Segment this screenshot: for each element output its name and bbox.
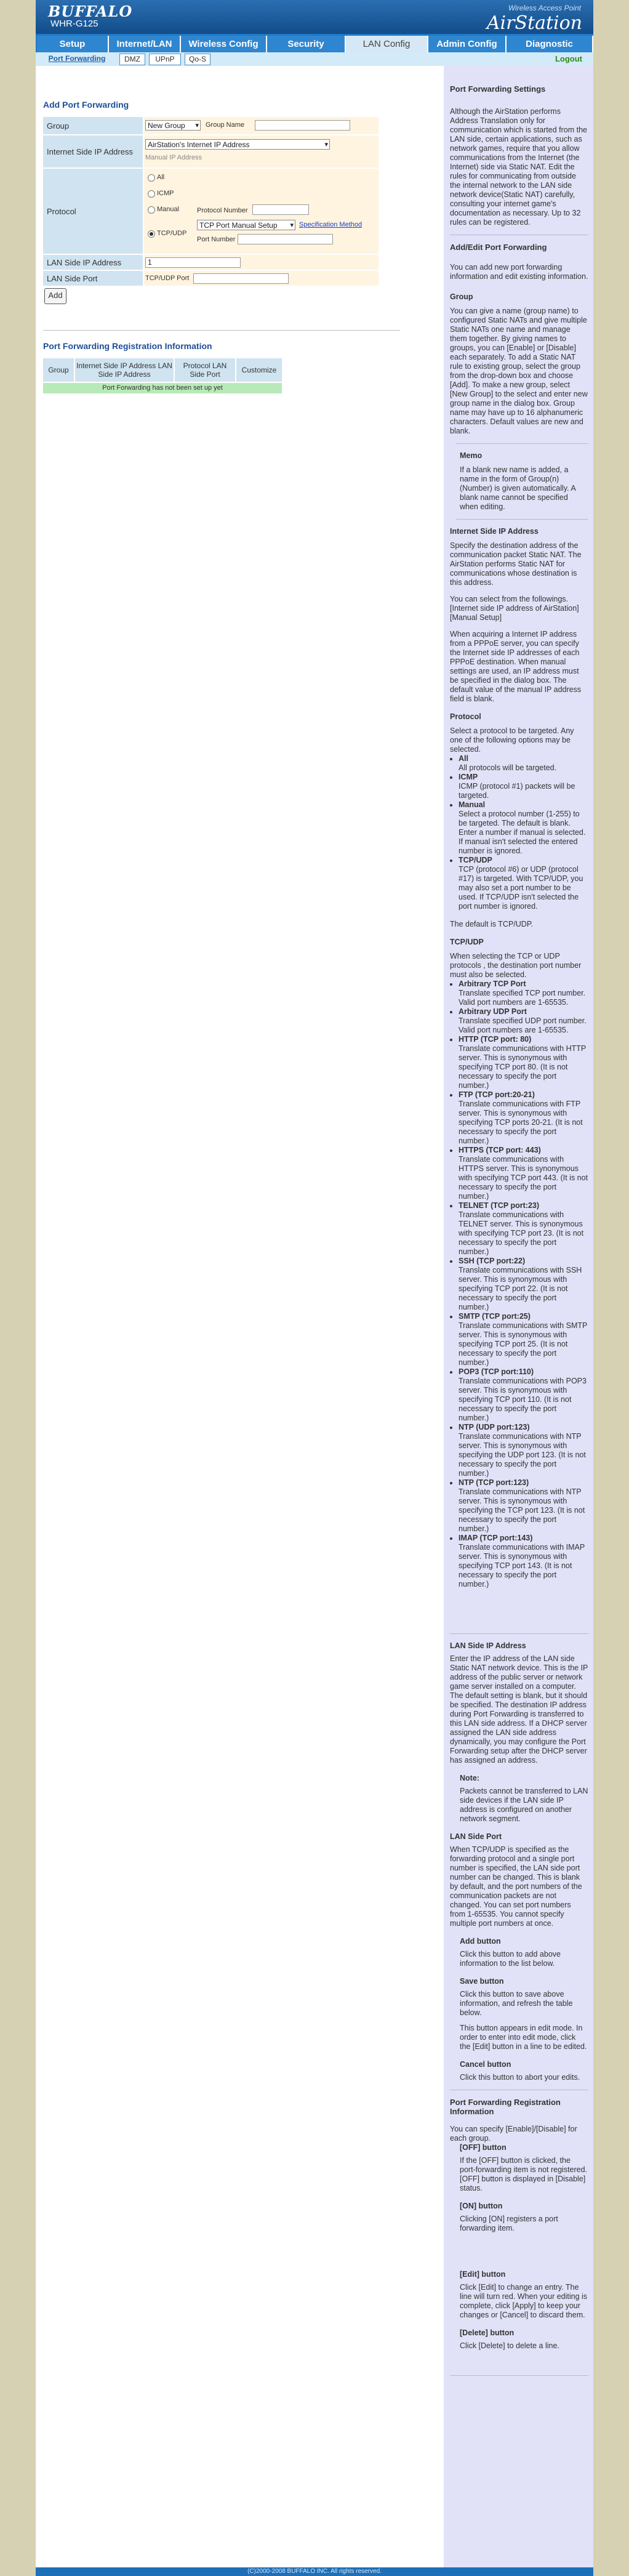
help-reg-text: You can specify [Enable]/[Disable] for each group. [450, 2125, 577, 2143]
help-proto-list: • All All protocols will be targeted. • ICMP ICMP (protocol #1) packets will be targeted. • Manual Select a protocol number (1-255) to be targeted. The default is blank. Enter a number if manual is selected. If manual isn't selected the entered number is ignored. • TCP/UDP TCP (protocol #6) or UDP (protocol #17) is targeted. With TCP/UDP, you may also set a port number to be used. If TCP/UDP isn't selected the port number is ignored. [459, 754, 588, 911]
help-delete-text: Click [Delete] to delete a line. [460, 2341, 559, 2350]
help-edit-title: [Edit] button [460, 2270, 506, 2279]
tab-wireless-config[interactable]: Wireless Config [181, 36, 267, 52]
help-tcpudp-title: TCP/UDP [450, 938, 484, 946]
col-customize: Customize [236, 358, 282, 382]
help-reg-title: Port Forwarding Registration Information [450, 2098, 561, 2116]
help-delete-title: [Delete] button [460, 2328, 515, 2337]
lan-ip-label: LAN Side IP Address [43, 255, 143, 270]
lan-port-row [43, 271, 379, 286]
tab-security[interactable]: Security [267, 36, 346, 52]
help-add-edit-title: Add/Edit Port Forwarding [450, 243, 547, 252]
group-name-input[interactable] [255, 120, 350, 131]
help-panel [444, 66, 593, 2576]
tab-setup[interactable]: Setup [37, 36, 109, 52]
help-off-text: If the [OFF] button is clicked, the port-forwarding item is not registered. [OFF] button is displayed in [Disable] status. [460, 2156, 588, 2192]
lan-ip-input[interactable]: 1 [145, 257, 241, 268]
reg-section-title: Port Forwarding Registration Information [43, 341, 212, 351]
logout-link[interactable]: Logout [555, 54, 582, 63]
protocol-all-radio[interactable] [148, 174, 155, 182]
help-settings-title: Port Forwarding Settings [450, 84, 546, 94]
subtab-port-forwarding[interactable]: Port Forwarding [48, 54, 106, 63]
protocol-icmp-radio[interactable] [148, 190, 155, 198]
protocol-manual-radio[interactable] [148, 206, 155, 214]
help-proto-title: Protocol [450, 712, 481, 721]
help-lanip-text: Enter the IP address of the LAN side Static NAT network device. This is the IP address of the public server or network game server installed on a computer. The default setting is blank, but it should be specified. The destination IP address during Port Forwarding is transferred to this LAN side address. If a DHCP server assigned the LAN side address dynamically, you may configure the Port Forwarding setup after the DHCP server has assigned an address. [450, 1654, 588, 1765]
lan-port-input[interactable] [193, 273, 289, 284]
help-on-text: Clicking [ON] registers a port forwarding item. [460, 2215, 558, 2232]
subtab-upnp[interactable]: UPnP [149, 54, 181, 65]
protocol-row [43, 169, 379, 254]
help-inet-title: Internet Side IP Address [450, 527, 539, 536]
manual-ip-hint: Manual IP Address [145, 154, 202, 161]
protocol-tcpudp-label: TCP/UDP [157, 230, 187, 237]
help-memo-text: If a blank new name is added, a name in the form of Group(n) (Number) is given automatically. A blank name cannot be specified when editing. [460, 465, 576, 511]
tcpudp-method-select[interactable]: TCP Port Manual Setup ▾ [197, 220, 295, 230]
group-row [43, 117, 379, 134]
help-proto-text: Select a protocol to be targeted. Any one of the following options may be selected. [450, 727, 574, 754]
divider [43, 330, 400, 331]
protocol-manual-label: Manual [157, 206, 180, 213]
protocol-tcpudp-radio[interactable] [148, 230, 155, 238]
tcpudp-port-label: TCP/UDP Port [145, 275, 190, 282]
help-addbtn-title: Add button [460, 1937, 501, 1946]
subtab-dmz[interactable]: DMZ [119, 54, 145, 65]
add-section-title: Add Port Forwarding [43, 100, 129, 110]
group-label: Group [43, 117, 143, 134]
spec-method-link[interactable]: Specification Method [299, 221, 363, 228]
port-number-label: Port Number [197, 236, 236, 243]
help-group-title: Group [450, 292, 473, 301]
help-lanport-title: LAN Side Port [450, 1832, 502, 1841]
lan-ip-row [43, 255, 379, 270]
model-name: WHR-G125 [50, 18, 98, 29]
tab-internet-lan[interactable]: Internet/LAN [109, 36, 181, 52]
help-cancelbtn-title: Cancel button [460, 2060, 511, 2069]
lan-port-label: LAN Side Port [43, 271, 143, 286]
help-note-text: Packets cannot be transferred to LAN side devices if the LAN side IP address is configured on another network segment. [460, 1787, 588, 1823]
header-bar [36, 0, 593, 34]
help-inet-text3: When acquiring a Internet IP address from a PPPoE server, you can specify the Internet side IP addresses of each PPPoE destination. When manual settings are used, an IP address must be specified in the dialog box. The default value of the manual IP address field is blank. [450, 630, 582, 703]
help-memo-title: Memo [460, 451, 483, 460]
airstation-brand: AirStation [486, 12, 582, 34]
col-ip-address: Internet Side IP Address LAN Side IP Address [75, 358, 174, 382]
tab-admin-config[interactable]: Admin Config [428, 36, 507, 52]
protocol-icmp-label: ICMP [157, 190, 174, 197]
col-protocol: Protocol LAN Side Port [175, 358, 235, 382]
help-ports-list: • Arbitrary TCP Port Translate specified TCP port number. Valid port numbers are 1-65535. • Arbitrary UDP Port Translate specified UDP port number. Valid port numbers are 1-65535. • HTTP (TCP port: 80) Translate communications with HTTP server. This is synonymous with specifying TCP port 80. (It is not necessary to specify the port number.) • FTP (TCP port:20-21) Translate communications with FTP server. This is synonymous with specifying TCP ports 20-21. (It is not necessary to specify the port number.) • HTTPS (TCP port: 443) Translate communications with HTTPS server. This is synonymous with specifying TCP port 443. (It is not necessary to specify the port number.) • TELNET (TCP port:23) Translate communications with TELNET server. This is synonymous with specifying TCP port 23. (It is not necessary to specify the port number.) • SSH (TCP port:22) Translate communications with SSH server. This is synonymous with specifying TCP port 22. (It is not necessary to specify the port number.) • SMTP (TCP port:25) Translate communications with SMTP server. This is synonymous with specifying TCP port 25. (It is not necessary to specify the port number.) • POP3 (TCP port:110) Translate communications with POP3 server. This is synonymous with specifying TCP port 110. (It is not necessary to specify the port number.) • NTP (UDP port:123) Translate communications with NTP server. This is synonymous with specifying the UDP port 123. (It is not necessary to specify the port number.) • NTP (TCP port:123) Translate communications with NTP server. This is synonymous with specifying the TCP port 123. (It is not necessary to specify the port number.) • IMAP (TCP port:143) Translate communications with IMAP server. This is synonymous with specifying TCP port 143. (It is not necessary to specify the port number.) [459, 980, 588, 1589]
help-cancelbtn-text: Click this button to abort your edits. [460, 2073, 580, 2082]
col-group: Group [43, 358, 74, 382]
product-line: Wireless Access Point [508, 4, 581, 12]
help-inet-text1: Specify the destination address of the communication packet Static NAT. The AirStation performs Static NAT for communications whose destination is this address. [450, 541, 582, 587]
footer-bar: (C)2000-2008 BUFFALO INC. All rights reserved. [36, 2567, 593, 2576]
help-addbtn-text: Click this button to add above information to the list below. [460, 1950, 561, 1968]
help-edit-text: Click [Edit] to change an entry. The line will turn red. When your editing is complete, click [Apply] to keep your changes or [Cancel] to discard them. [460, 2283, 588, 2319]
help-proto-default: The default is TCP/UDP. [450, 920, 534, 928]
help-off-title: [OFF] button [460, 2143, 507, 2152]
empty-table-message: Port Forwarding has not been set up yet [43, 383, 282, 393]
subtab-qos[interactable]: Qo-S [185, 54, 210, 65]
help-lanport-text: When TCP/UDP is specified as the forwarding protocol and a single port number is specified, the LAN side port number can be changed. This is blank by default, and the port numbers of the communication packets are not changed. You can set port numbers from 1-65535. You cannot specify multiple port numbers at once. [450, 1845, 582, 1928]
help-settings-text: Although the AirStation performs Address Translation only for communication which is started from the LAN side, certain applications, such as network games, require that you allow communications from the Internet (the Internet) side via Static NAT. Edit the rules for communicating from outside the internal network to the LAN side network device(Static NAT) carefully, consulting your internet game's documentation as necessary. Up to 32 rules can be registered. [450, 107, 588, 227]
tab-diagnostic[interactable]: Diagnostic [507, 36, 593, 52]
help-note-title: Note: [460, 1774, 479, 1782]
help-inet-text2: You can select from the followings. [Internet side IP address of AirStation] [Manual Setup] [450, 595, 579, 622]
tab-lan-config[interactable]: LAN Config [346, 36, 428, 52]
buffalo-logo: BUFFALO [48, 2, 133, 20]
help-group-text: You can give a name (group name) to configured Static NATs and give multiple Static NATs one name and manage them together. By giving names to groups, you can [Enable] or [Disable] each separately. To add a Static NAT rule to existing group, select the group from the drop-down box and choose [Add]. To make a new group, select [New Group] to the select and enter new group name in the dialog box. Group name may have up to 16 alphanumeric characters. Default values are new and blank. [450, 307, 588, 435]
protocol-number-input[interactable] [252, 204, 309, 215]
help-on-title: [ON] button [460, 2202, 503, 2210]
protocol-label: Protocol [43, 169, 143, 254]
help-savebtn-text1: Click this button to save above information, and refresh the table below. [460, 1990, 573, 2017]
group-name-label: Group Name [206, 121, 244, 129]
page-frame [36, 0, 593, 2576]
protocol-all-label: All [157, 174, 165, 181]
protocol-number-label: Protocol Number [197, 207, 248, 214]
help-add-edit-text: You can add new port forwarding information and edit existing information. [450, 263, 588, 281]
add-button[interactable]: Add [44, 288, 66, 304]
group-select[interactable]: New Group ▾ [145, 120, 201, 131]
port-number-input[interactable] [238, 234, 333, 244]
help-tcpudp-text: When selecting the TCP or UDP protocols , the destination port number must also be selected. [450, 952, 582, 979]
help-lanip-title: LAN Side IP Address [450, 1641, 526, 1650]
internet-ip-select[interactable]: AirStation's Internet IP Address ▾ [145, 139, 330, 150]
help-savebtn-title: Save button [460, 1977, 504, 1986]
help-savebtn-text2: This button appears in edit mode. In order to enter into edit mode, click the [Edit] button in a line to be edited. [460, 2024, 587, 2051]
internet-ip-label: Internet Side IP Address [43, 135, 143, 167]
internet-ip-row [43, 135, 379, 167]
